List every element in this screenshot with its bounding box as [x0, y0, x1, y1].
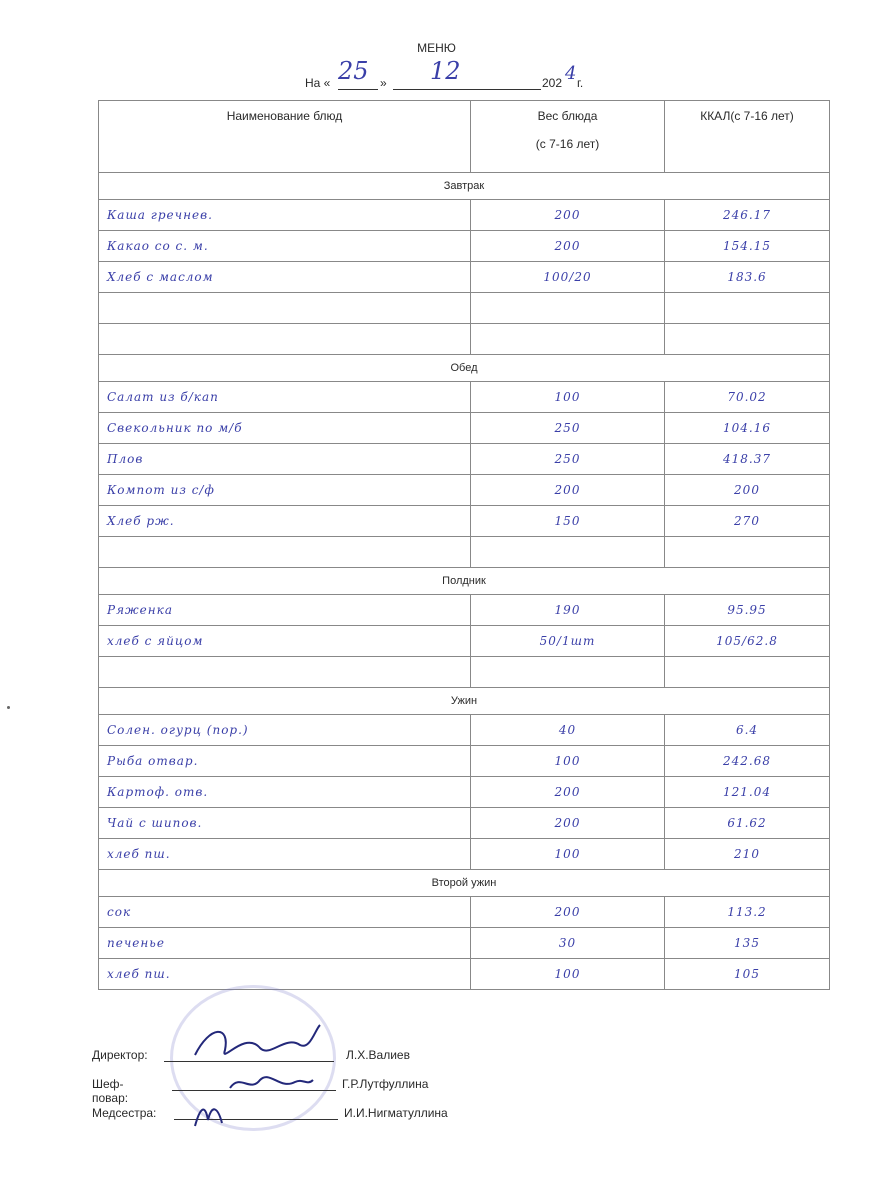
day-underline	[338, 89, 378, 90]
weight-cell: 200	[471, 231, 665, 262]
section-row	[99, 355, 830, 382]
table-row	[99, 324, 830, 355]
section-row	[99, 688, 830, 715]
chef-label: Шеф-повар:	[92, 1077, 129, 1105]
dish-cell: Какао со с. м.	[99, 231, 471, 262]
section-title: Ужин	[99, 688, 830, 715]
weight-cell: 150	[471, 506, 665, 537]
date-prefix: На «	[305, 76, 331, 90]
dish-cell: Свекольник по м/б	[99, 413, 471, 444]
table-row	[99, 200, 830, 231]
section-title: Обед	[99, 355, 830, 382]
header-weight	[471, 101, 665, 173]
table-row	[99, 413, 830, 444]
table-row	[99, 506, 830, 537]
kcal-cell: 61.62	[665, 808, 830, 839]
weight-cell: 200	[471, 897, 665, 928]
menu-body	[99, 173, 830, 990]
weight-cell	[471, 537, 665, 568]
dish-cell: Компот из с/ф	[99, 475, 471, 506]
table-row	[99, 293, 830, 324]
section-title: Завтрак	[99, 173, 830, 200]
menu-table	[98, 100, 830, 990]
table-row	[99, 959, 830, 990]
dish-cell: Салат из б/кап	[99, 382, 471, 413]
kcal-cell: 70.02	[665, 382, 830, 413]
chef-name: Г.Р.Лутфуллина	[342, 1077, 429, 1091]
kcal-cell: 105/62.8	[665, 626, 830, 657]
dish-cell	[99, 537, 471, 568]
dish-cell	[99, 293, 471, 324]
weight-cell: 100	[471, 959, 665, 990]
table-row	[99, 897, 830, 928]
dish-cell: Хлеб рж.	[99, 506, 471, 537]
kcal-cell	[665, 537, 830, 568]
page-title: МЕНЮ	[417, 41, 456, 55]
kcal-cell: 135	[665, 928, 830, 959]
kcal-cell	[665, 657, 830, 688]
weight-cell: 50/1шт	[471, 626, 665, 657]
section-row	[99, 173, 830, 200]
table-row	[99, 808, 830, 839]
director-signature	[190, 1020, 330, 1070]
date-sep: »	[380, 76, 387, 90]
chef-signature	[225, 1068, 315, 1098]
kcal-cell: 200	[665, 475, 830, 506]
section-row	[99, 568, 830, 595]
table-row	[99, 715, 830, 746]
weight-cell: 100/20	[471, 262, 665, 293]
kcal-cell: 242.68	[665, 746, 830, 777]
dish-cell: Рыба отвар.	[99, 746, 471, 777]
kcal-cell: 418.37	[665, 444, 830, 475]
dish-cell	[99, 324, 471, 355]
table-row	[99, 537, 830, 568]
dish-cell: Хлеб с маслом	[99, 262, 471, 293]
nurse-label: Медсестра:	[92, 1106, 157, 1120]
date-year-prefix: 202	[542, 76, 563, 90]
dish-cell: печенье	[99, 928, 471, 959]
header-weight-age: (с 7-16 лет)	[535, 137, 600, 151]
table-row	[99, 839, 830, 870]
dish-cell: Плов	[99, 444, 471, 475]
header-row	[99, 101, 830, 173]
weight-cell: 100	[471, 382, 665, 413]
weight-cell	[471, 293, 665, 324]
table-row	[99, 928, 830, 959]
date-year-digit: 4	[565, 63, 577, 84]
kcal-cell	[665, 293, 830, 324]
table-row	[99, 595, 830, 626]
dish-cell: Чай с шипов.	[99, 808, 471, 839]
director-name: Л.Х.Валиев	[346, 1048, 410, 1062]
kcal-cell: 121.04	[665, 777, 830, 808]
table-row	[99, 746, 830, 777]
table-row	[99, 231, 830, 262]
dish-cell: Солен. огурц (пор.)	[99, 715, 471, 746]
nurse-signature	[190, 1098, 230, 1130]
section-title: Полдник	[99, 568, 830, 595]
dish-cell: Каша гречнев.	[99, 200, 471, 231]
kcal-cell: 105	[665, 959, 830, 990]
table-row	[99, 657, 830, 688]
dish-cell	[99, 657, 471, 688]
kcal-cell: 210	[665, 839, 830, 870]
dish-cell: хлеб пш.	[99, 839, 471, 870]
section-row	[99, 870, 830, 897]
dish-cell: Картоф. отв.	[99, 777, 471, 808]
weight-cell: 190	[471, 595, 665, 626]
table-row	[99, 444, 830, 475]
weight-cell: 30	[471, 928, 665, 959]
date-line	[305, 76, 330, 90]
kcal-cell: 183.6	[665, 262, 830, 293]
date-month: 12	[430, 57, 461, 85]
weight-cell: 250	[471, 413, 665, 444]
nurse-name: И.И.Нигматуллина	[344, 1106, 448, 1120]
weight-cell: 100	[471, 746, 665, 777]
director-label: Директор:	[92, 1048, 148, 1062]
dish-cell: хлеб с яйцом	[99, 626, 471, 657]
kcal-cell: 95.95	[665, 595, 830, 626]
date-day: 25	[338, 57, 369, 85]
weight-cell	[471, 657, 665, 688]
weight-cell: 200	[471, 200, 665, 231]
kcal-cell: 246.17	[665, 200, 830, 231]
weight-cell: 100	[471, 839, 665, 870]
table-row	[99, 475, 830, 506]
kcal-cell: 270	[665, 506, 830, 537]
kcal-cell: 154.15	[665, 231, 830, 262]
date-suffix: г.	[577, 76, 584, 90]
weight-cell: 250	[471, 444, 665, 475]
header-weight-label: Вес блюда	[537, 109, 598, 123]
weight-cell	[471, 324, 665, 355]
margin-dot	[7, 706, 10, 709]
weight-cell: 40	[471, 715, 665, 746]
dish-cell: Ряженка	[99, 595, 471, 626]
weight-cell: 200	[471, 777, 665, 808]
kcal-cell: 6.4	[665, 715, 830, 746]
kcal-cell: 104.16	[665, 413, 830, 444]
table-row	[99, 777, 830, 808]
kcal-cell: 113.2	[665, 897, 830, 928]
kcal-cell	[665, 324, 830, 355]
table-row	[99, 382, 830, 413]
header-kcal: ККАЛ(с 7-16 лет)	[665, 101, 830, 173]
section-title: Второй ужин	[99, 870, 830, 897]
month-underline	[393, 89, 541, 90]
weight-cell: 200	[471, 808, 665, 839]
table-row	[99, 626, 830, 657]
table-row	[99, 262, 830, 293]
header-dish: Наименование блюд	[99, 101, 471, 173]
dish-cell: сок	[99, 897, 471, 928]
weight-cell: 200	[471, 475, 665, 506]
dish-cell: хлеб пш.	[99, 959, 471, 990]
